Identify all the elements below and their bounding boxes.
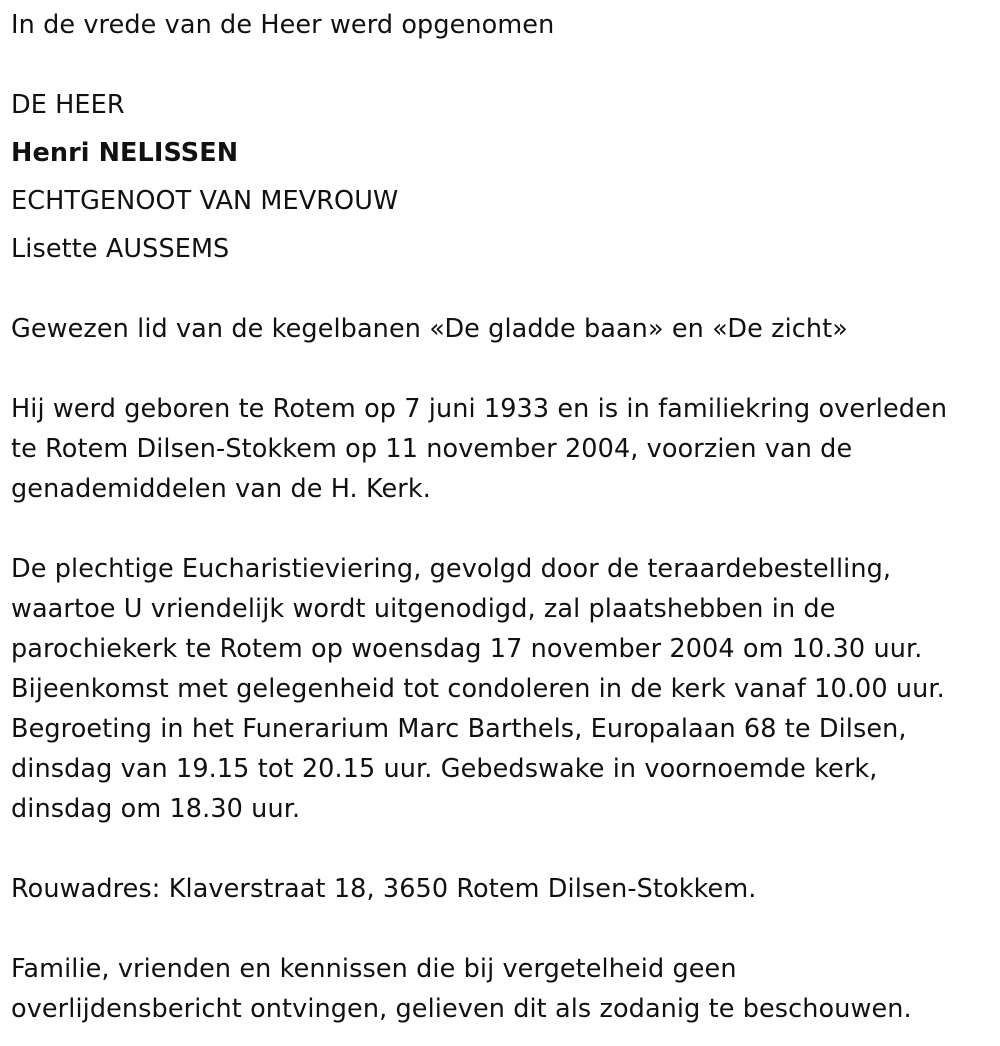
obituary-notice	[11, 0, 991, 1029]
paragraph-line: waartoe U vriendelijk wordt uitgenodigd, zal plaatshebben in de	[11, 594, 836, 624]
paragraph-line: genademiddelen van de H. Kerk.	[11, 474, 431, 504]
deceased-name: Henri NELISSEN	[11, 138, 239, 168]
spouse-label: ECHTGENOOT VAN MEVROUW	[11, 186, 399, 216]
paragraph-line: Begroeting in het Funerarium Marc Barthels, Europalaan 68 te Dilsen,	[11, 714, 907, 744]
paragraph-line: overlijdensbericht ontvingen, gelieven dit als zodanig te beschouwen.	[11, 994, 912, 1024]
paragraph-line: te Rotem Dilsen-Stokkem op 11 november 2004, voorzien van de	[11, 434, 853, 464]
paragraph-line: dinsdag om 18.30 uur.	[11, 794, 301, 824]
paragraph-line: Hij werd geboren te Rotem op 7 juni 1933 en is in familiekring overleden	[11, 394, 948, 424]
mourning-address: Rouwadres: Klaverstraat 18, 3650 Rotem Dilsen-Stokkem.	[11, 874, 757, 904]
ceremony-paragraph	[11, 549, 991, 829]
closing-paragraph	[11, 949, 991, 1029]
paragraph-line: Bijeenkomst met gelegenheid tot condoleren in de kerk vanaf 10.00 uur.	[11, 674, 945, 704]
paragraph-line: De plechtige Eucharistieviering, gevolgd door de teraardebestelling,	[11, 554, 892, 584]
paragraph-line: Familie, vrienden en kennissen die bij vergetelheid geen	[11, 954, 737, 984]
biography-paragraph	[11, 389, 991, 509]
spouse-name: Lisette AUSSEMS	[11, 234, 230, 264]
paragraph-line: parochiekerk te Rotem op woensdag 17 november 2004 om 10.30 uur.	[11, 634, 923, 664]
honorific: DE HEER	[11, 90, 125, 120]
intro-line: In de vrede van de Heer werd opgenomen	[11, 10, 555, 40]
paragraph-line: dinsdag van 19.15 tot 20.15 uur. Gebedswake in voornoemde kerk,	[11, 754, 878, 784]
membership-line: Gewezen lid van de kegelbanen «De gladde baan» en «De zicht»	[11, 314, 848, 344]
